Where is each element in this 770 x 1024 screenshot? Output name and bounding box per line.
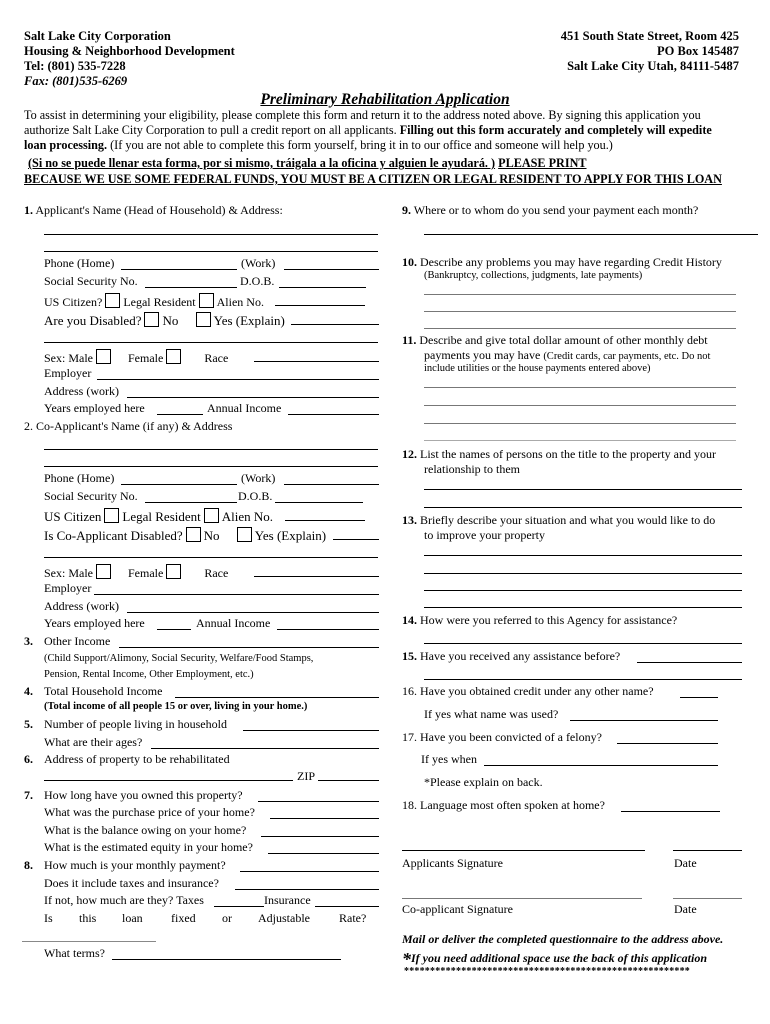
situation-line-1[interactable] — [424, 555, 742, 556]
q3-number: 3. — [24, 634, 33, 648]
q10-note: (Bankruptcy, collections, judgments, late payments) — [424, 270, 643, 281]
street-address: 451 South State Street, Room 425 — [560, 29, 739, 43]
page-title: Preliminary Rehabilitation Application — [260, 91, 510, 108]
payment-recipient-field[interactable] — [424, 234, 758, 235]
q6-number: 6. — [24, 752, 33, 766]
applicant-date-field[interactable] — [673, 850, 742, 851]
q12-label-2: relationship to them — [424, 462, 520, 476]
q17-when-label: If yes when — [421, 752, 477, 766]
applicant-annual-income-label: Annual Income — [207, 401, 282, 415]
co-female-checkbox[interactable] — [166, 564, 181, 579]
disabled-yes-checkbox[interactable] — [196, 312, 211, 327]
applicant-address-work-label: Address (work) — [44, 384, 119, 398]
language-field[interactable] — [621, 811, 720, 812]
applicant-employer-field[interactable] — [97, 379, 379, 380]
q3-note-1: (Child Support/Alimony, Social Security, Welfare/Food Stamps, — [44, 653, 314, 664]
coapplicant-disabled-row: Is Co-Applicant Disabled? No Yes (Explain) — [44, 528, 327, 543]
q8-rate-word-7: Rate? — [339, 911, 367, 925]
q8-rate-word-5: or — [222, 911, 232, 925]
q17-explain-note: *Please explain on back. — [424, 775, 543, 789]
applicant-disabled-explain-line[interactable] — [44, 342, 378, 343]
applicant-annual-income-field[interactable] — [288, 414, 379, 415]
applicant-disabled-explain-field[interactable] — [291, 324, 379, 325]
fax: Fax: (801)535-6269 — [24, 74, 128, 88]
q3-note-2: Pension, Rental Income, Other Employment, etc.) — [44, 669, 254, 680]
q3-label: Other Income — [44, 634, 111, 648]
coapplicant-address-work-label: Address (work) — [44, 599, 119, 613]
applicant-sex-row: Sex: Male Female Race — [44, 351, 229, 365]
applicant-ssn-label: Social Security No. — [44, 274, 138, 288]
applicant-years-employed-label: Years employed here — [44, 401, 145, 415]
co-disabled-yes-checkbox[interactable] — [237, 527, 252, 542]
q15-label: 15. Have you received any assistance before? — [402, 649, 621, 663]
q8-terms-label: What terms? — [44, 946, 105, 960]
monthly-debt-line-3[interactable] — [424, 423, 736, 424]
applicant-employer-label: Employer — [44, 366, 92, 380]
q7-owned-label: How long have you owned this property? — [44, 788, 243, 802]
purchase-price-field[interactable] — [270, 818, 379, 819]
other-name-credit-field[interactable] — [680, 697, 718, 698]
applicant-race-field[interactable] — [254, 361, 379, 362]
mail-instructions: Mail or deliver the completed questionnaire to the address above. — [402, 932, 724, 946]
q12-label: 12. List the names of persons on the title to the property and your — [402, 447, 716, 461]
coapplicant-ssn-label: Social Security No. — [44, 489, 138, 503]
q8-rate-word-2: this — [79, 911, 97, 925]
intro-line-2: authorize Salt Lake City Corporation to pull a credit report on all applicants. Filling out this form accurately and completely will expedite — [24, 123, 712, 137]
us-citizen-checkbox[interactable] — [105, 293, 120, 308]
q16-name-label: If yes what name was used? — [424, 707, 559, 721]
property-zip-field[interactable] — [318, 780, 379, 781]
other-name-field[interactable] — [570, 720, 718, 721]
q8-rate-word-6: Adjustable — [258, 911, 310, 925]
coapplicant-address-work-field[interactable] — [127, 612, 379, 613]
q10-label: 10. Describe any problems you may have regarding Credit History — [402, 255, 722, 269]
q13-label: 13. Briefly describe your situation and what you would like to do — [402, 513, 716, 527]
title-holders-line-1[interactable] — [424, 489, 742, 490]
q14-label: 14. How were you referred to this Agency for assistance? — [402, 613, 678, 627]
q8-taxes-label: If not, how much are they? Taxes — [44, 893, 204, 907]
coapplicant-date-label: Date — [674, 902, 697, 916]
situation-line-4[interactable] — [424, 607, 742, 608]
monthly-debt-line-4[interactable] — [424, 440, 736, 441]
monthly-debt-line-1[interactable] — [424, 387, 736, 388]
applicant-work-phone-field[interactable] — [284, 269, 379, 270]
estimated-equity-field[interactable] — [268, 853, 379, 854]
coapplicant-dob-label: D.O.B. — [238, 489, 273, 503]
applicant-disabled-row: Are you Disabled? No Yes (Explain) — [44, 313, 285, 328]
taxes-included-field[interactable] — [235, 889, 379, 890]
coapplicant-ssn-field[interactable] — [145, 502, 237, 503]
situation-line-2[interactable] — [424, 573, 742, 574]
applicant-name-line[interactable] — [44, 234, 378, 235]
q8-taxes-included-label: Does it include taxes and insurance? — [44, 876, 219, 890]
q18-label: 18. Language most often spoken at home? — [402, 798, 605, 812]
q2-label: 2. Co-Applicant's Name (if any) & Address — [24, 419, 233, 433]
spanish-note: (Si no se puede llenar esta forma, por si mismo, tráigala a la oficina y alguien le ayudará. ) PLEASE PRINT — [28, 156, 587, 170]
intro-line-1: To assist in determining your eligibility, please complete this form and return it to the address noted above. By signing this application you — [24, 108, 701, 122]
coapplicant-dob-field[interactable] — [275, 502, 363, 503]
q5-number: 5. — [24, 717, 33, 731]
org-name: Salt Lake City Corporation — [24, 29, 171, 43]
taxes-amount-field[interactable] — [214, 906, 264, 907]
coapplicant-employer-label: Employer — [44, 581, 92, 595]
q16-label: 16. Have you obtained credit under any other name? — [402, 684, 654, 698]
co-legal-resident-checkbox[interactable] — [204, 508, 219, 523]
q9-label: 9. Where or to whom do you send your payment each month? — [402, 203, 699, 217]
q7-purchase-price-label: What was the purchase price of your home? — [44, 805, 255, 819]
referral-source-field[interactable] — [424, 643, 742, 644]
credit-history-line-2[interactable] — [424, 311, 736, 312]
coapplicant-work-phone-field[interactable] — [284, 484, 379, 485]
q5-ages-label: What are their ages? — [44, 735, 143, 749]
applicant-ssn-field[interactable] — [145, 287, 237, 288]
applicant-phone-home-label: Phone (Home) — [44, 256, 115, 270]
owned-duration-field[interactable] — [258, 801, 379, 802]
additional-space-note: *If you need additional space use the back of this application — [402, 949, 707, 969]
coapplicant-date-field[interactable] — [673, 898, 742, 899]
q11-note: include utilities or the house payments entered above) — [424, 363, 651, 374]
q17-label: 17. Have you been convicted of a felony? — [402, 730, 602, 744]
applicant-citizen-row: US Citizen? Legal Resident Alien No. — [44, 295, 264, 309]
q8-number: 8. — [24, 858, 33, 872]
co-us-citizen-checkbox[interactable] — [104, 508, 119, 523]
coapplicant-name-line[interactable] — [44, 449, 378, 450]
coapplicant-employer-field[interactable] — [94, 594, 379, 595]
applicant-dob-label: D.O.B. — [240, 274, 275, 288]
applicant-address-work-field[interactable] — [127, 397, 379, 398]
applicant-dob-field[interactable] — [279, 287, 366, 288]
q4-label: Total Household Income — [44, 684, 163, 698]
q7-balance-label: What is the balance owing on your home? — [44, 823, 247, 837]
legal-resident-checkbox[interactable] — [199, 293, 214, 308]
applicant-signature-field[interactable] — [402, 850, 645, 851]
prior-assistance-field[interactable] — [637, 662, 742, 663]
coapplicant-race-field[interactable] — [254, 576, 379, 577]
situation-line-3[interactable] — [424, 590, 742, 591]
q11-label-2: payments you may have (Credit cards, car payments, etc. Do not — [424, 348, 711, 362]
q4-number: 4. — [24, 684, 33, 698]
coapplicant-disabled-explain-field[interactable] — [333, 539, 379, 540]
coapplicant-phone-home-field[interactable] — [121, 484, 237, 485]
applicant-date-label: Date — [674, 856, 697, 870]
felony-field[interactable] — [617, 743, 718, 744]
q6-label: Address of property to be rehabilitated — [44, 752, 230, 766]
city-state-zip: Salt Lake City Utah, 84111-5487 — [567, 59, 739, 73]
telephone: Tel: (801) 535-7228 — [24, 59, 126, 73]
q7-equity-label: What is the estimated equity in your home? — [44, 840, 253, 854]
q1-label: 1. Applicant's Name (Head of Household) & Address: — [24, 203, 283, 217]
intro-line-3: loan processing. (If you are not able to complete this form yourself, bring it in to our office and someone will help you.) — [24, 138, 613, 152]
federal-funds-notice: BECAUSE WE USE SOME FEDERAL FUNDS, YOU MUST BE A CITIZEN OR LEGAL RESIDENT TO APPLY FOR THIS LOAN — [24, 172, 722, 186]
coapplicant-annual-income-field[interactable] — [277, 629, 379, 630]
rate-type-field[interactable] — [22, 941, 156, 942]
coapplicant-citizen-row: US Citizen Legal Resident Alien No. — [44, 509, 274, 524]
household-ages-field[interactable] — [151, 748, 379, 749]
coapplicant-years-employed-label: Years employed here — [44, 616, 145, 630]
q8-rate-word-3: loan — [122, 911, 143, 925]
q4-note: (Total income of all people 15 or over, living in your home.) — [44, 701, 308, 712]
coapplicant-signature-label: Co-applicant Signature — [402, 902, 513, 916]
applicant-years-employed-field[interactable] — [157, 414, 203, 415]
coapplicant-sex-row: Sex: Male Female Race — [44, 566, 229, 580]
co-disabled-no-checkbox[interactable] — [186, 527, 201, 542]
title-holders-line-2[interactable] — [424, 507, 742, 508]
applicant-work-label: (Work) — [241, 256, 276, 270]
q8-rate-word-1: Is — [44, 911, 53, 925]
monthly-payment-field[interactable] — [240, 871, 379, 872]
insurance-amount-field[interactable] — [315, 906, 379, 907]
felony-when-field[interactable] — [484, 765, 718, 766]
coapplicant-annual-income-label: Annual Income — [196, 616, 271, 630]
male-checkbox[interactable] — [96, 349, 111, 364]
disabled-no-checkbox[interactable] — [144, 312, 159, 327]
female-checkbox[interactable] — [166, 349, 181, 364]
coapplicant-work-label: (Work) — [241, 471, 276, 485]
q11-label: 11. Describe and give total dollar amount of other monthly debt — [402, 333, 708, 347]
coapplicant-address-line[interactable] — [44, 466, 378, 467]
coapplicant-signature-field[interactable] — [402, 898, 642, 899]
balance-owing-field[interactable] — [261, 836, 379, 837]
applicant-signature-label: Applicants Signature — [402, 856, 503, 870]
coapplicant-phone-home-label: Phone (Home) — [44, 471, 115, 485]
other-income-field[interactable] — [119, 647, 379, 648]
property-address-field[interactable] — [44, 780, 293, 781]
q8-insurance-label: Insurance — [264, 893, 311, 907]
applicant-alien-no-field[interactable] — [275, 305, 365, 306]
star-divider: ******************************************************* — [404, 966, 690, 977]
department: Housing & Neighborhood Development — [24, 44, 235, 58]
household-income-field[interactable] — [175, 697, 379, 698]
co-male-checkbox[interactable] — [96, 564, 111, 579]
coapplicant-disabled-explain-line[interactable] — [44, 557, 378, 558]
q8-payment-label: How much is your monthly payment? — [44, 858, 226, 872]
household-count-field[interactable] — [243, 730, 379, 731]
po-box: PO Box 145487 — [657, 44, 739, 58]
q5-label: Number of people living in household — [44, 717, 227, 731]
prior-assistance-line[interactable] — [424, 679, 742, 680]
credit-history-line-1[interactable] — [424, 294, 736, 295]
zip-label: ZIP — [297, 769, 315, 783]
coapplicant-alien-no-field[interactable] — [285, 520, 365, 521]
monthly-debt-line-2[interactable] — [424, 405, 736, 406]
q7-number: 7. — [24, 788, 33, 802]
credit-history-line-3[interactable] — [424, 328, 736, 329]
q13-label-2: to improve your property — [424, 528, 545, 542]
applicant-phone-home-field[interactable] — [121, 269, 237, 270]
loan-terms-field[interactable] — [112, 959, 341, 960]
q8-rate-word-4: fixed — [171, 911, 196, 925]
coapplicant-years-employed-field[interactable] — [157, 629, 191, 630]
applicant-address-line[interactable] — [44, 251, 378, 252]
